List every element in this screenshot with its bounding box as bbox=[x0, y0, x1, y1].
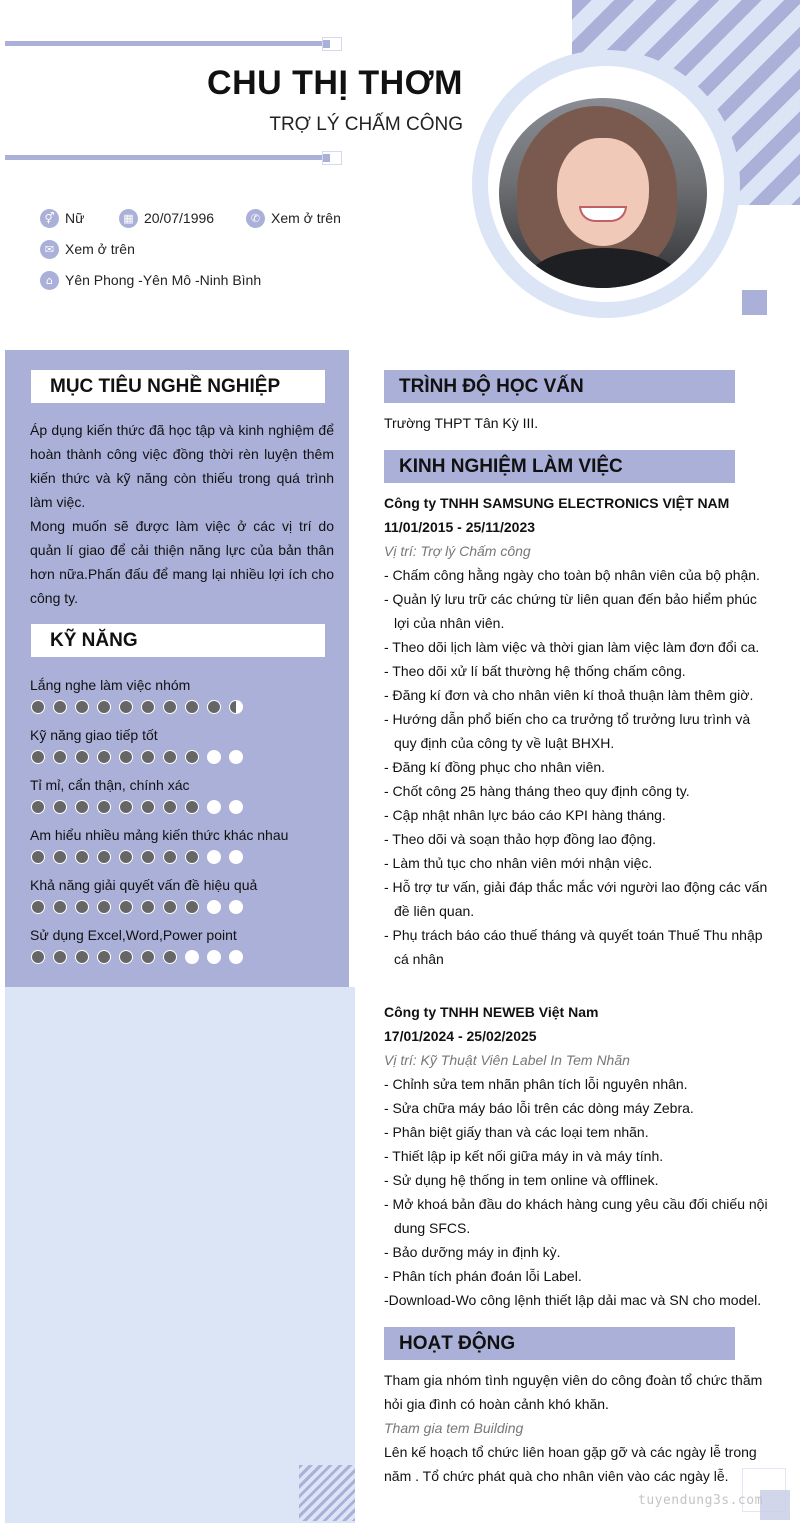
email-icon: ✉ bbox=[40, 240, 59, 259]
job-duty: - Phân tích phán đoán lỗi Label. bbox=[384, 1268, 582, 1284]
skill-name: Lắng nghe làm việc nhóm bbox=[30, 677, 191, 693]
skill-rating bbox=[31, 700, 330, 714]
address-value: Yên Phong -Yên Mô -Ninh Bình bbox=[65, 272, 262, 288]
info-phone bbox=[246, 208, 341, 228]
job-duty: - Sửa chữa máy báo lỗi trên các dòng máy Zebra. bbox=[384, 1100, 694, 1116]
rating-dot bbox=[53, 700, 67, 714]
rating-dot bbox=[31, 900, 45, 914]
job-duty: - Quản lý lưu trữ các chứng từ liên quan đến bảo hiểm phúc bbox=[384, 591, 757, 607]
rating-dot bbox=[229, 950, 243, 964]
rating-dot bbox=[141, 750, 155, 764]
activities-heading: HOẠT ĐỘNG bbox=[384, 1327, 735, 1360]
job-dates: 11/01/2015 - 25/11/2023 bbox=[384, 519, 536, 535]
rating-dot bbox=[53, 850, 67, 864]
rating-dot bbox=[141, 850, 155, 864]
job-duty: - Chỉnh sửa tem nhãn phân tích lỗi nguyên nhân. bbox=[384, 1076, 688, 1092]
job-duty: dung SFCS. bbox=[394, 1220, 471, 1236]
skill-rating bbox=[31, 800, 330, 814]
education-school: Trường THPT Tân Kỳ III. bbox=[384, 415, 539, 431]
job-duty: - Đăng kí đồng phục cho nhân viên. bbox=[384, 759, 606, 775]
activities-content bbox=[384, 1368, 768, 1488]
skill-item bbox=[30, 826, 330, 864]
job-duty: - Chốt công 25 hàng tháng theo quy định công ty. bbox=[384, 783, 690, 799]
job-duty: - Sử dụng hệ thống in tem online và offlinek. bbox=[384, 1172, 659, 1188]
rating-dot bbox=[141, 700, 155, 714]
objective-text bbox=[30, 418, 334, 610]
job-1 bbox=[384, 491, 768, 971]
experience-heading: KINH NGHIỆM LÀM VIỆC bbox=[384, 450, 735, 483]
rating-dot bbox=[207, 800, 221, 814]
skill-rating bbox=[31, 850, 330, 864]
activity-subtitle: Tham gia tem Building bbox=[384, 1420, 524, 1436]
job-duty: - Bảo dưỡng máy in định kỳ. bbox=[384, 1244, 561, 1260]
info-address bbox=[40, 270, 261, 290]
job-duty: -Download-Wo công lệnh thiết lập dải mac và SN cho model. bbox=[384, 1292, 762, 1308]
rating-dot bbox=[185, 800, 199, 814]
job-duty: - Mở khoá bản đầu do khách hàng cung yêu cầu đối chiếu nội bbox=[384, 1196, 768, 1212]
job-duty: - Làm thủ tục cho nhân viên mới nhận việc. bbox=[384, 855, 653, 871]
rating-dot bbox=[119, 900, 133, 914]
job-duties bbox=[384, 563, 768, 971]
rating-dot bbox=[53, 750, 67, 764]
candidate-name: CHU THỊ THƠM bbox=[207, 64, 463, 102]
rating-dot bbox=[229, 700, 243, 714]
header-line-top-cap bbox=[322, 37, 342, 51]
skill-rating bbox=[31, 950, 330, 964]
activity-line: hỏi gia đình có hoàn cảnh khó khăn. bbox=[384, 1396, 609, 1412]
rating-dot bbox=[185, 950, 199, 964]
education-heading: TRÌNH ĐỘ HỌC VẤN bbox=[384, 370, 735, 403]
rating-dot bbox=[75, 850, 89, 864]
rating-dot bbox=[31, 950, 45, 964]
profile-photo bbox=[499, 98, 707, 288]
rating-dot bbox=[185, 750, 199, 764]
job-duty: lợi của nhân viên. bbox=[394, 615, 505, 631]
header-line-top bbox=[5, 41, 323, 46]
rating-dot bbox=[207, 850, 221, 864]
skill-item bbox=[30, 876, 330, 914]
objective-paragraph-2: Mong muốn sẽ được làm việc ở các vị trí do quản lí giao để cải thiện năng lực của bản thân hơn nữa.Phấn đấu để mang lại nhiều lợi ích cho công ty. bbox=[30, 518, 334, 606]
rating-dot bbox=[207, 700, 221, 714]
skill-name: Tỉ mỉ, cẩn thận, chính xác bbox=[30, 777, 190, 793]
skill-item bbox=[30, 676, 330, 714]
rating-dot bbox=[207, 950, 221, 964]
rating-dot bbox=[163, 850, 177, 864]
activity-line: Tham gia nhóm tình nguyện viên do công đoàn tổ chức thăm bbox=[384, 1372, 763, 1388]
activity-line: năm . Tổ chức phát quà cho nhân viên vào các ngày lễ. bbox=[384, 1468, 729, 1484]
rating-dot bbox=[75, 950, 89, 964]
job-position: Vị trí: Trợ lý Chấm công bbox=[384, 543, 531, 559]
rating-dot bbox=[163, 800, 177, 814]
rating-dot bbox=[119, 850, 133, 864]
job-duty: - Theo dõi lịch làm việc và thời gian làm việc làm đơn đổi ca. bbox=[384, 639, 760, 655]
watermark-text: tuyendung3s.com bbox=[638, 1493, 763, 1508]
skill-name: Kỹ năng giao tiếp tốt bbox=[30, 727, 158, 743]
rating-dot bbox=[75, 800, 89, 814]
rating-dot bbox=[163, 950, 177, 964]
rating-dot bbox=[163, 750, 177, 764]
skill-item bbox=[30, 726, 330, 764]
info-birthday bbox=[119, 208, 214, 228]
rating-dot bbox=[229, 800, 243, 814]
phone-value: Xem ở trên bbox=[271, 210, 341, 226]
rating-dot bbox=[141, 900, 155, 914]
email-value: Xem ở trên bbox=[65, 241, 135, 257]
job-duty: cá nhân bbox=[394, 951, 444, 967]
rating-dot bbox=[163, 700, 177, 714]
skill-name: Sử dụng Excel,Word,Power point bbox=[30, 927, 237, 943]
phone-icon: ✆ bbox=[246, 209, 265, 228]
gender-icon: ⚥ bbox=[40, 209, 59, 228]
job-duty: - Theo dõi xử lí bất thường hệ thống chấm công. bbox=[384, 663, 686, 679]
rating-dot bbox=[53, 950, 67, 964]
job-duty: - Chấm công hằng ngày cho toàn bộ nhân viên của bộ phận. bbox=[384, 567, 760, 583]
info-email bbox=[40, 239, 135, 259]
skill-rating bbox=[31, 900, 330, 914]
rating-dot bbox=[97, 700, 111, 714]
objective-heading: MỤC TIÊU NGHỀ NGHIỆP bbox=[31, 370, 325, 403]
left-stripes bbox=[299, 1465, 355, 1521]
job-duty: - Hướng dẫn phổ biến cho ca trưởng tổ trưởng lưu trình và bbox=[384, 711, 751, 727]
rating-dot bbox=[119, 800, 133, 814]
rating-dot bbox=[75, 700, 89, 714]
left-lower-panel bbox=[5, 987, 355, 1523]
rating-dot bbox=[185, 700, 199, 714]
rating-dot bbox=[97, 850, 111, 864]
job-company: Công ty TNHH NEWEB Việt Nam bbox=[384, 1004, 599, 1020]
rating-dot bbox=[229, 750, 243, 764]
skill-rating bbox=[31, 750, 330, 764]
skills-heading: KỸ NĂNG bbox=[31, 624, 325, 657]
job-duty: - Thiết lập ip kết nối giữa máy in và máy tính. bbox=[384, 1148, 664, 1164]
rating-dot bbox=[207, 900, 221, 914]
job-duty: - Đăng kí đơn và cho nhân viên kí thoả thuận làm thêm giờ. bbox=[384, 687, 754, 703]
decor-square bbox=[742, 290, 767, 315]
header-line-bottom bbox=[5, 155, 323, 160]
job-duty: - Theo dõi và soạn thảo hợp đồng lao động. bbox=[384, 831, 657, 847]
rating-dot bbox=[229, 850, 243, 864]
rating-dot bbox=[31, 750, 45, 764]
info-gender bbox=[40, 208, 84, 228]
objective-paragraph-1: Áp dụng kiến thức đã học tập và kinh nghiệm để hoàn thành công việc đồng thời rèn luyện thêm kiến thức và kỹ năng còn thiếu trong quá trình làm việc. bbox=[30, 422, 334, 510]
job-duties bbox=[384, 1072, 768, 1312]
rating-dot bbox=[97, 750, 111, 764]
job-duty: đề liên quan. bbox=[394, 903, 475, 919]
rating-dot bbox=[119, 750, 133, 764]
rating-dot bbox=[119, 700, 133, 714]
rating-dot bbox=[97, 950, 111, 964]
job-duty: - Phụ trách báo cáo thuế tháng và quyết toán Thuế Thu nhập bbox=[384, 927, 763, 943]
job-position: Vị trí: Kỹ Thuật Viên Label In Tem Nhãn bbox=[384, 1052, 630, 1068]
rating-dot bbox=[229, 900, 243, 914]
skill-item bbox=[30, 926, 330, 964]
job-company: Công ty TNHH SAMSUNG ELECTRONICS VIỆT NAM bbox=[384, 495, 730, 511]
rating-dot bbox=[75, 900, 89, 914]
rating-dot bbox=[31, 850, 45, 864]
rating-dot bbox=[185, 900, 199, 914]
job-dates: 17/01/2024 - 25/02/2025 bbox=[384, 1028, 537, 1044]
rating-dot bbox=[141, 800, 155, 814]
rating-dot bbox=[75, 750, 89, 764]
rating-dot bbox=[31, 800, 45, 814]
gender-value: Nữ bbox=[65, 210, 85, 226]
rating-dot bbox=[31, 700, 45, 714]
rating-dot bbox=[53, 800, 67, 814]
header-line-bottom-cap bbox=[322, 151, 342, 165]
job-duty: - Phân biệt giấy than và các loại tem nhãn. bbox=[384, 1124, 649, 1140]
job-duty: - Cập nhật nhân lực báo cáo KPI hàng tháng. bbox=[384, 807, 666, 823]
skill-name: Am hiểu nhiều mảng kiến thức khác nhau bbox=[30, 827, 289, 843]
home-icon: ⌂ bbox=[40, 271, 59, 290]
skill-item bbox=[30, 776, 330, 814]
job-2 bbox=[384, 1000, 768, 1312]
rating-dot bbox=[119, 950, 133, 964]
skill-name: Khả năng giải quyết vấn đề hiệu quả bbox=[30, 877, 258, 893]
rating-dot bbox=[163, 900, 177, 914]
rating-dot bbox=[141, 950, 155, 964]
birthday-value: 20/07/1996 bbox=[144, 210, 215, 226]
calendar-icon: ▦ bbox=[119, 209, 138, 228]
rating-dot bbox=[185, 850, 199, 864]
job-duty: quy định của công ty về luật BHXH. bbox=[394, 735, 615, 751]
rating-dot bbox=[207, 750, 221, 764]
rating-dot bbox=[97, 900, 111, 914]
watermark-square bbox=[760, 1490, 790, 1520]
candidate-job-title: TRỢ LÝ CHẤM CÔNG bbox=[269, 114, 463, 135]
rating-dot bbox=[53, 900, 67, 914]
rating-dot bbox=[97, 800, 111, 814]
activity-line: Lên kế hoạch tổ chức liên hoan gặp gỡ và các ngày lễ trong bbox=[384, 1444, 757, 1460]
job-duty: - Hỗ trợ tư vấn, giải đáp thắc mắc với người lao động các vấn bbox=[384, 879, 768, 895]
